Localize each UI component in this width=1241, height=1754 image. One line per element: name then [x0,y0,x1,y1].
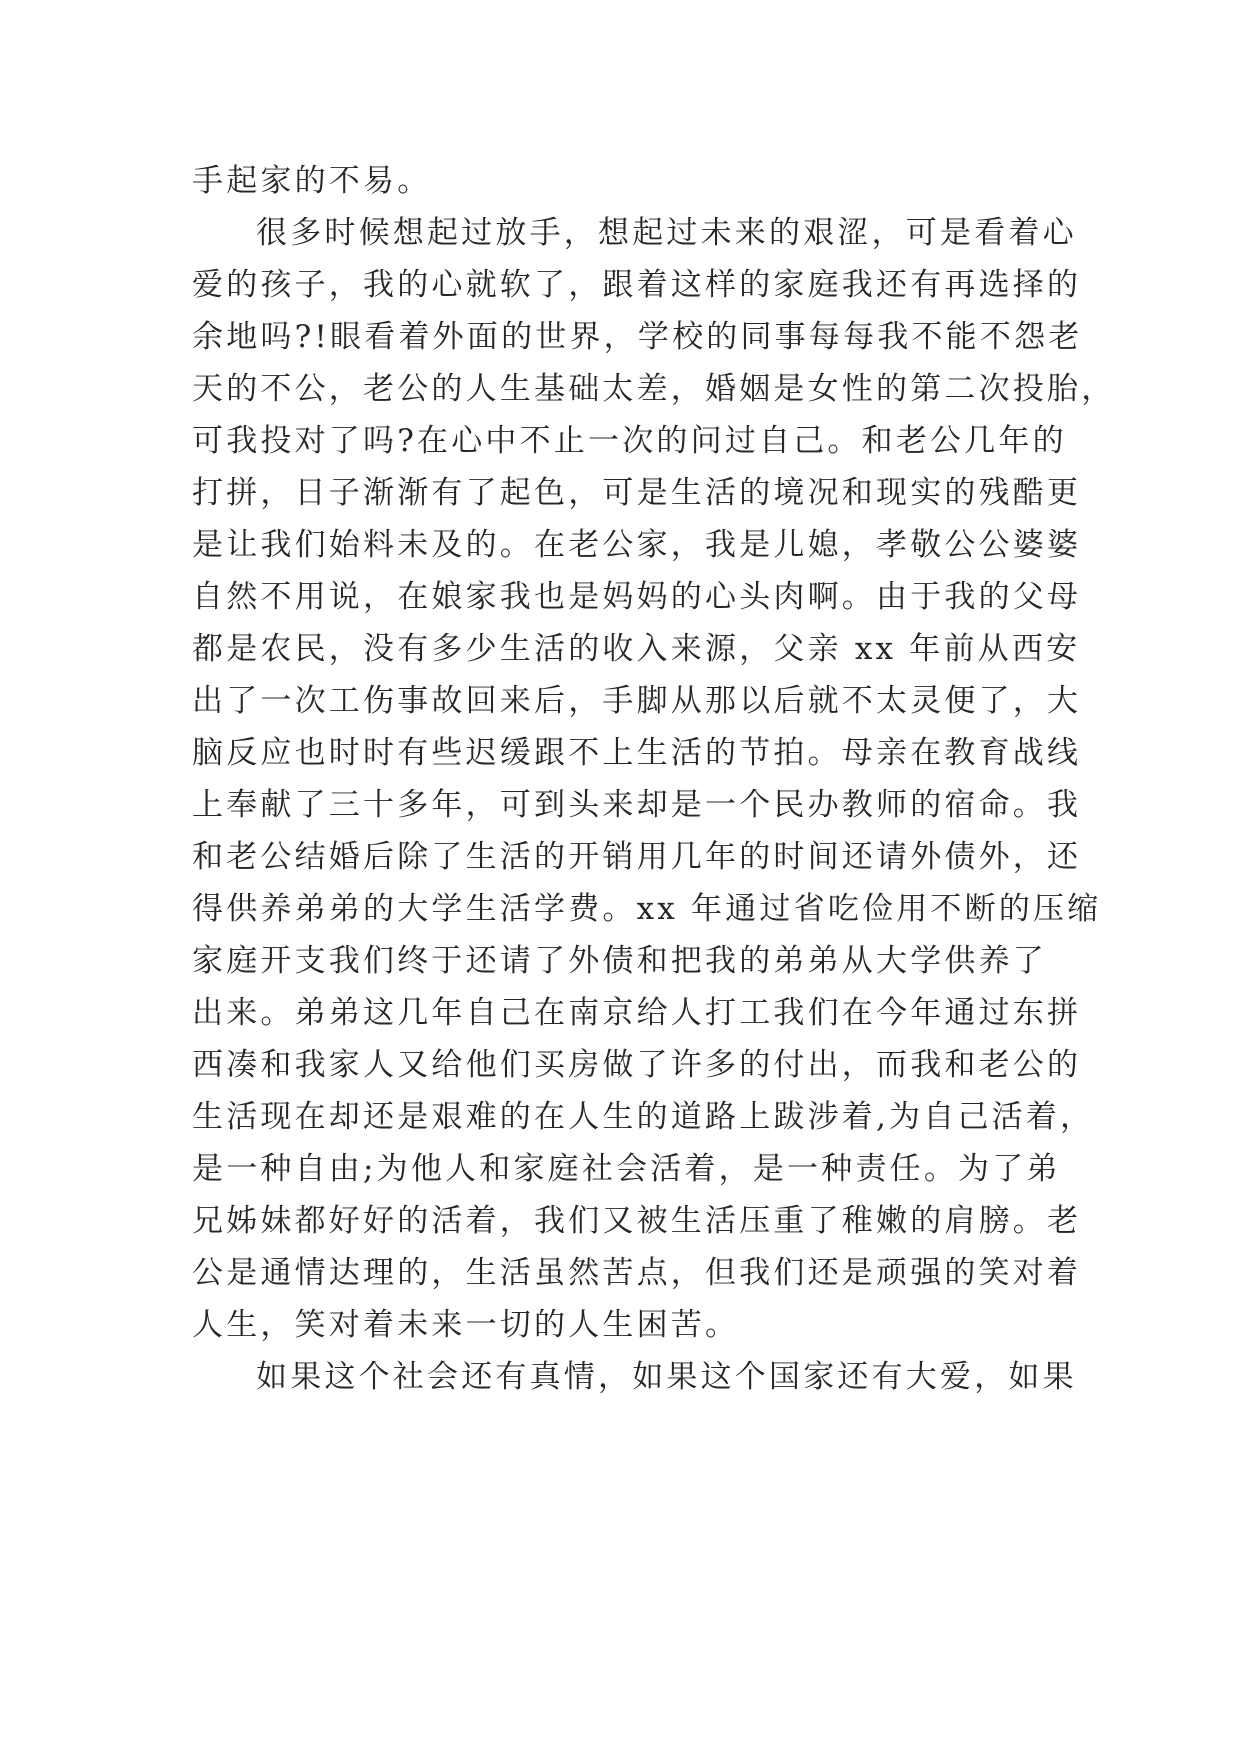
text-line: 人生，笑对着未来一切的人生困苦。 [192,1307,740,1343]
text-line: 和老公结婚后除了生活的开销用几年的时间还请外债外，还 [192,839,1082,875]
text-line: 余地吗?!眼看着外面的世界，学校的同事每每我不能不怨老 [192,319,1083,355]
text-line: 得供养弟弟的大学生活学费。xx 年通过省吃俭用不断的压缩 [192,891,1102,927]
text-line: 出了一次工伤事故回来后，手脚从那以后就不太灵便了，大 [192,683,1082,719]
text-line: 脑反应也时时有些迟缓跟不上生活的节拍。母亲在教育战线 [192,735,1082,771]
paragraph-first-line: 如果这个社会还有真情，如果这个国家还有大爱，如果 [256,1359,1077,1395]
text-line: 西凑和我家人又给他们买房做了许多的付出，而我和老公的 [192,1047,1082,1083]
body-text [192,155,1116,1403]
text-line: 生活现在却还是艰难的在人生的道路上跋涉着,为自己活着， [192,1099,1095,1135]
text-line: 是一种自由;为他人和家庭社会活着，是一种责任。为了弟 [192,1151,1061,1187]
text-line: 出来。弟弟这几年自己在南京给人打工我们在今年通过东拼 [192,995,1082,1031]
text-line: 自然不用说，在娘家我也是妈妈的心头肉啊。由于我的父母 [192,579,1082,615]
text-line: 可我投对了吗?在心中不止一次的问过自己。和老公几年的 [192,423,1067,459]
text-line: 手起家的不易。 [192,163,432,199]
text-line: 家庭开支我们终于还请了外债和把我的弟弟从大学供养了 [192,943,1047,979]
text-line: 爱的孩子，我的心就软了，跟着这样的家庭我还有再选择的 [192,267,1082,303]
text-line: 是让我们始料未及的。在老公家，我是儿媳，孝敬公公婆婆 [192,527,1082,563]
text-line: 都是农民，没有多少生活的收入来源，父亲 xx 年前从西安 [192,631,1081,667]
text-line: 公是通情达理的，生活虽然苦点，但我们还是顽强的笑对着 [192,1255,1082,1291]
paragraph-first-line: 很多时候想起过放手，想起过未来的艰涩，可是看着心 [256,215,1077,251]
text-line: 天的不公，老公的人生基础太差，婚姻是女性的第二次投胎， [192,371,1116,407]
text-line: 上奉献了三十多年，可到头来却是一个民办教师的宿命。我 [192,787,1082,823]
text-line: 打拼，日子渐渐有了起色，可是生活的境况和现实的残酷更 [192,475,1082,511]
text-line: 兄姊妹都好好的活着，我们又被生活压重了稚嫩的肩膀。老 [192,1203,1082,1239]
